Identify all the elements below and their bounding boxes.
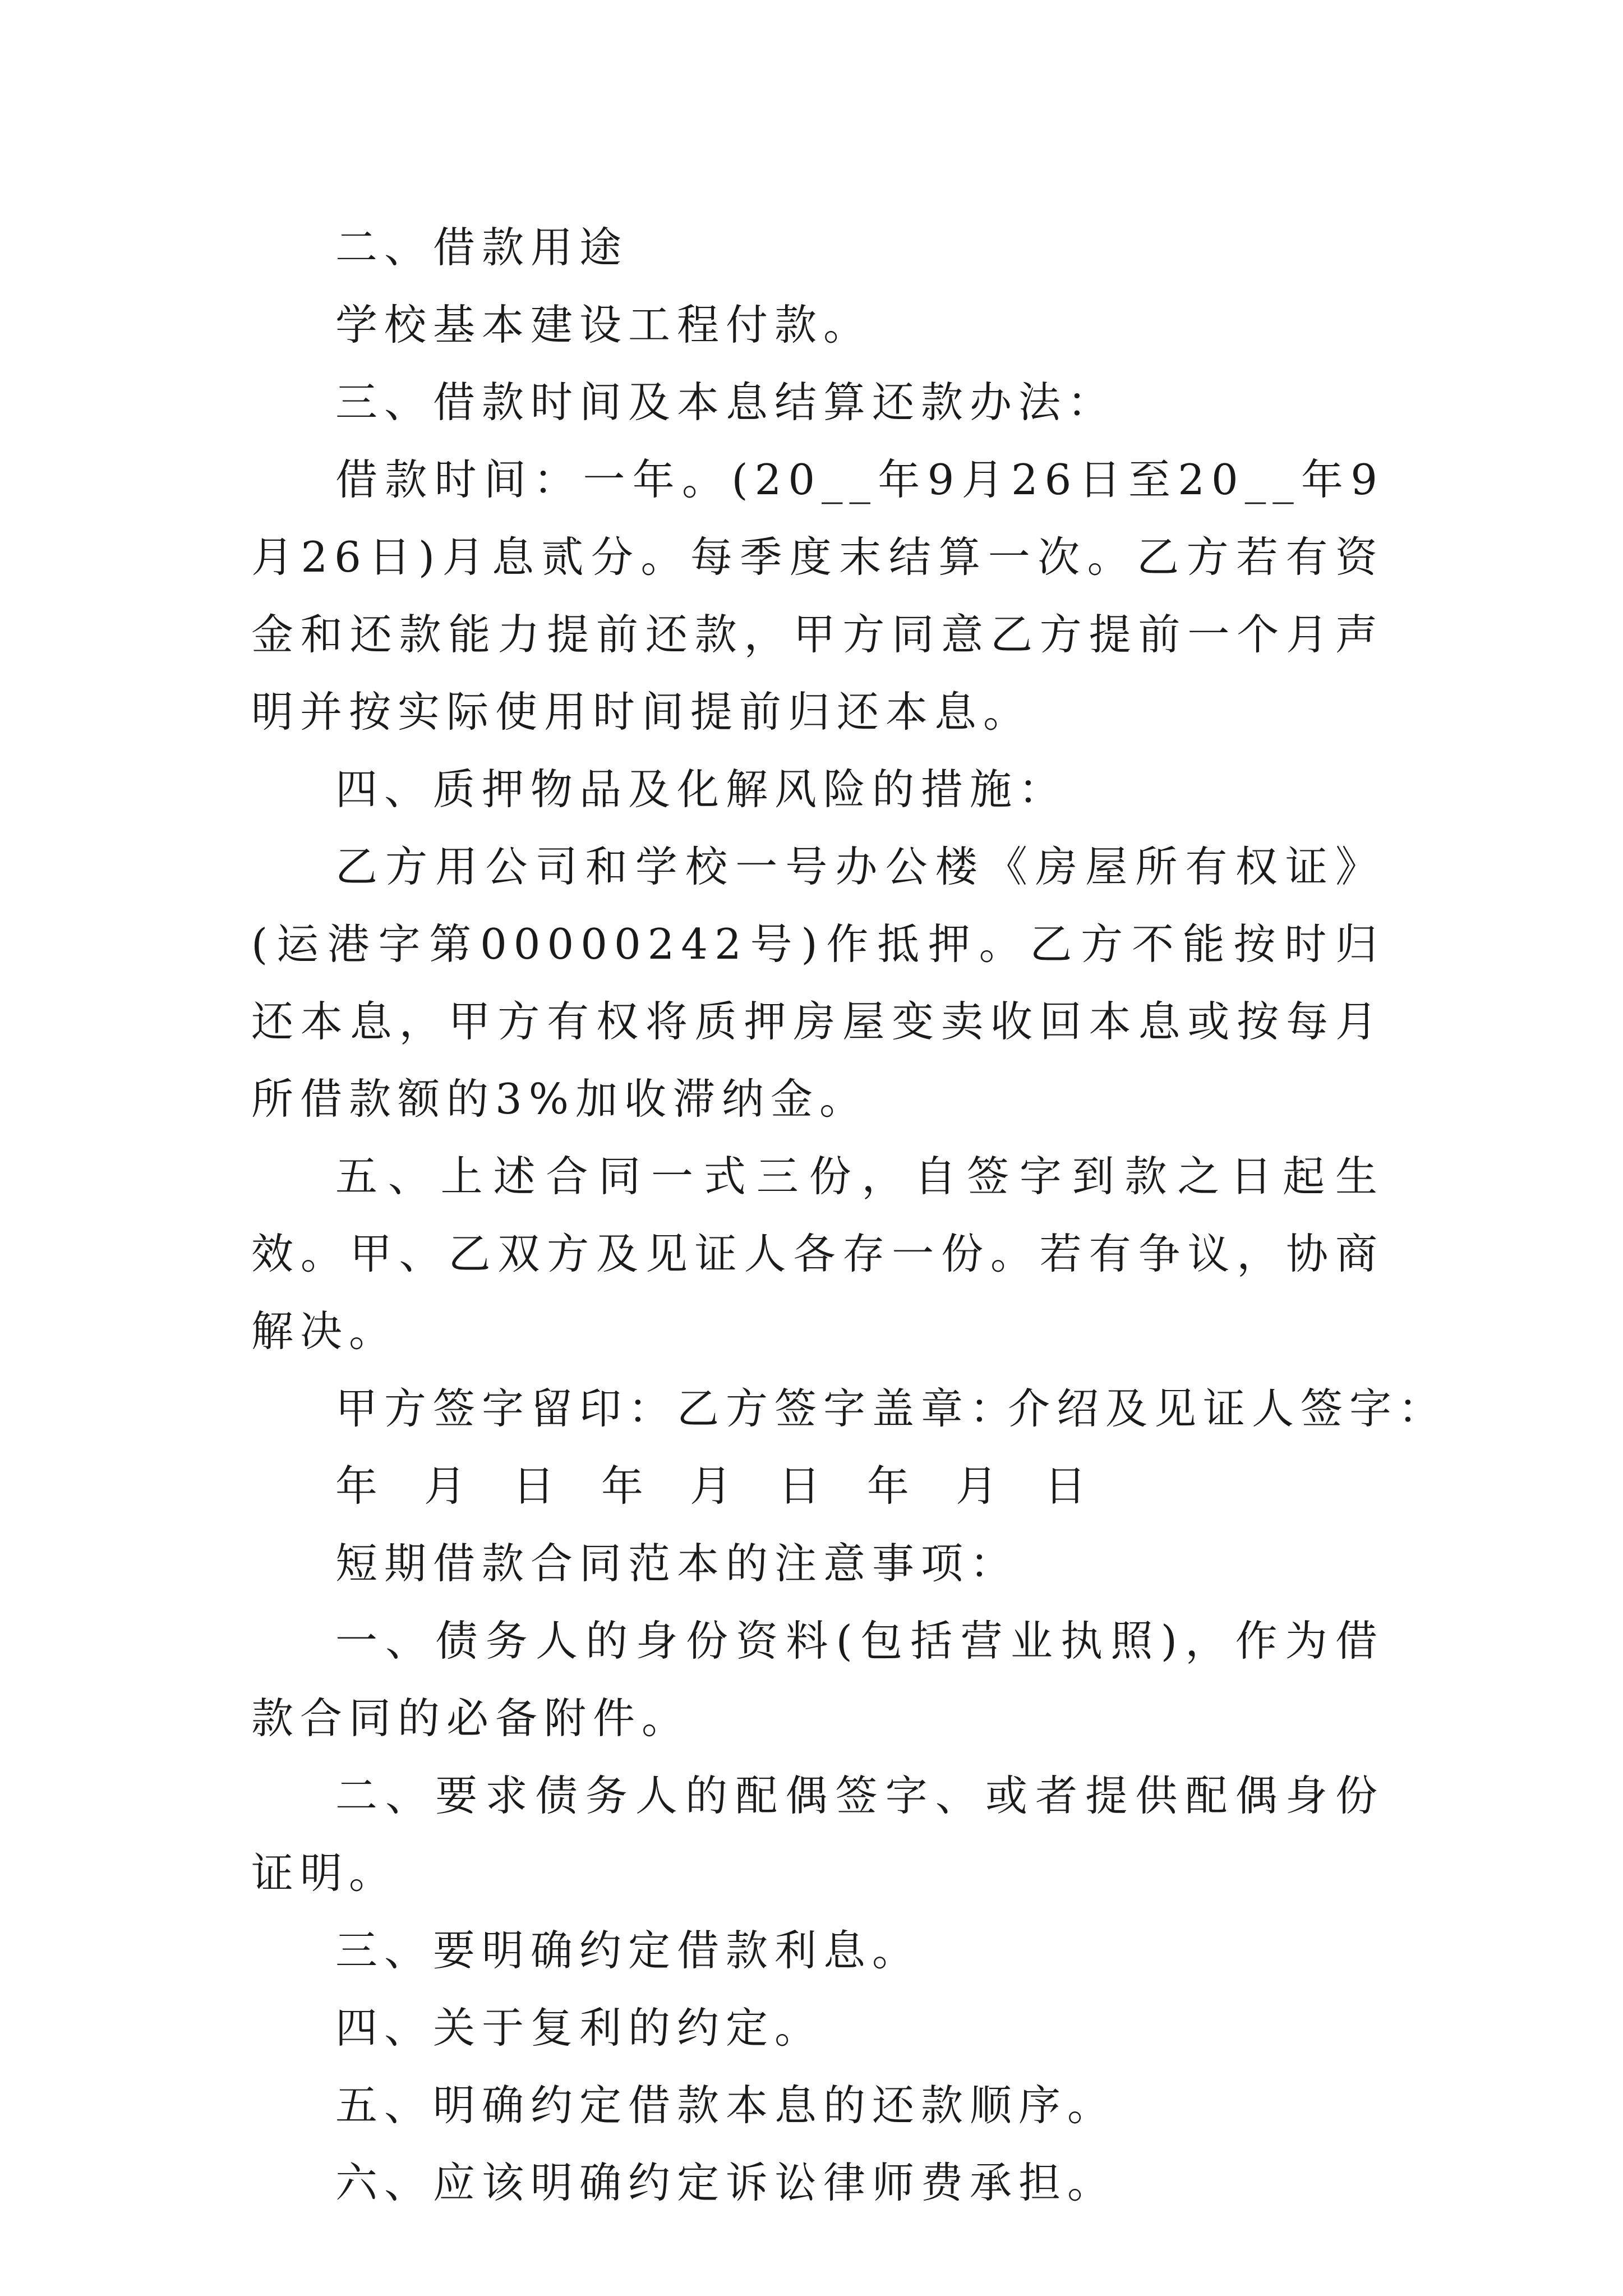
note-item: 四、关于复利的约定。 <box>335 2003 824 2053</box>
note-item: 五、明确约定借款本息的还款顺序。 <box>335 2081 1117 2130</box>
date-year-a: 年 <box>335 1461 385 1511</box>
party-a-signature-label: 甲方签字留印： <box>335 1384 677 1433</box>
date-month-b: 月 <box>690 1461 739 1511</box>
party-b-signature-label: 乙方签字盖章： <box>677 1384 1019 1433</box>
note-item: 三、要明确约定借款利息。 <box>335 1926 921 1975</box>
pledge-body: 乙方用公司和学校一号办公楼《房屋所有权证》(运港字第00000242号)作抵押。乙方不能按时归还本息，甲方有权将质押房屋变卖收回本息或按每月所借款额的3%加收滞纳金。 <box>251 842 1384 1124</box>
witness-signature-label: 介绍及见证人签字： <box>1008 1384 1447 1433</box>
heading-term: 三、借款时间及本息结算还款办法： <box>335 378 1117 427</box>
heading-pledge: 四、质押物品及化解风险的措施： <box>335 765 1068 814</box>
purpose-body: 学校基本建设工程付款。 <box>335 300 873 349</box>
note-item: 一、债务人的身份资料(包括营业执照)，作为借款合同的必备附件。 <box>251 1616 1384 1743</box>
term-body: 借款时间：一年。(20__年9月26日至20__年9月26日)月息贰分。每季度末结算一次。乙方若有资金和还款能力提前还款，甲方同意乙方提前一个月声明并按实际使用时间提前归还本息。 <box>251 455 1384 737</box>
date-row <box>251 1447 1384 1525</box>
signature-row <box>251 1370 1447 1447</box>
date-day-c: 日 <box>1044 1461 1094 1511</box>
document-body <box>251 209 1447 2221</box>
note-item: 二、要求债务人的配偶签字、或者提供配偶身份证明。 <box>251 1771 1384 1898</box>
heading-purpose: 二、借款用途 <box>335 223 629 272</box>
effect-clause: 五、上述合同一式三份，自签字到款之日起生效。甲、乙双方及见证人各存一份。若有争议，协商解决。 <box>251 1152 1384 1356</box>
notes-heading: 短期借款合同范本的注意事项： <box>335 1539 1019 1588</box>
date-day-a: 日 <box>513 1461 562 1511</box>
date-day-b: 日 <box>778 1461 828 1511</box>
note-item: 六、应该明确约定诉讼律师费承担。 <box>335 2158 1117 2207</box>
date-year-c: 年 <box>867 1461 916 1511</box>
date-year-b: 年 <box>601 1461 651 1511</box>
date-month-c: 月 <box>956 1461 1005 1511</box>
date-month-a: 月 <box>424 1461 473 1511</box>
